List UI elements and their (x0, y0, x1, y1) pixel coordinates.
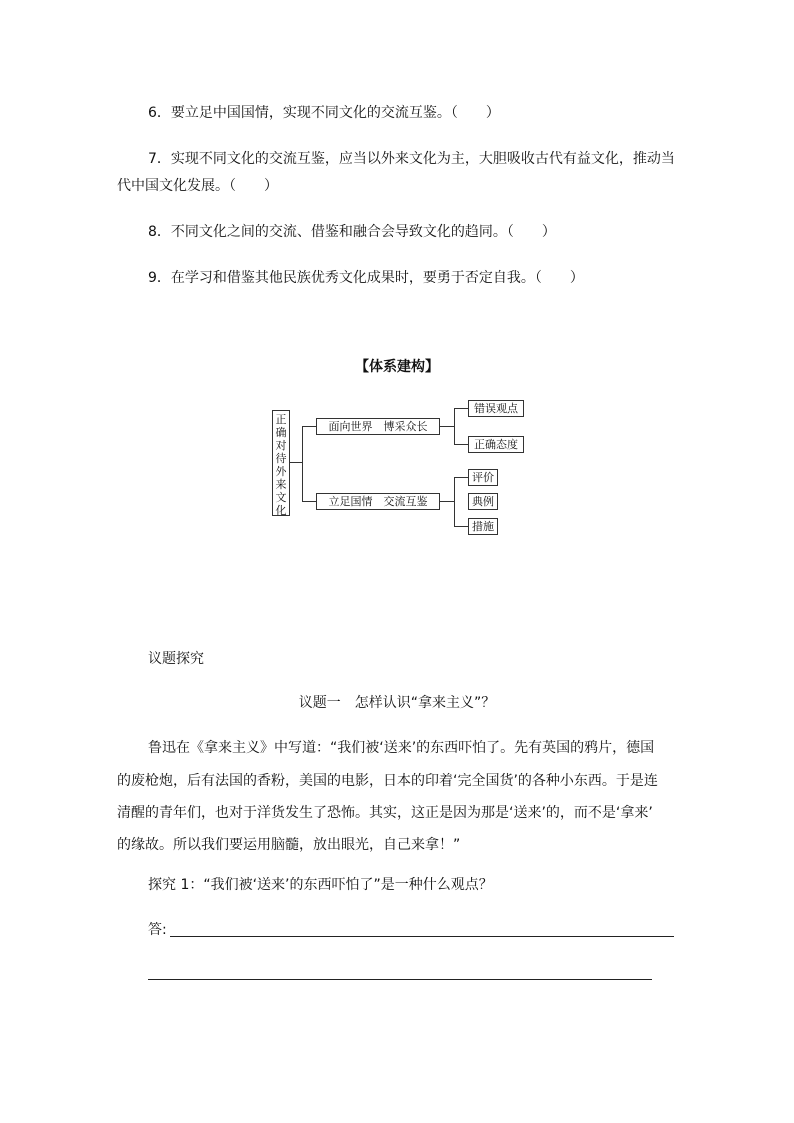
connector (454, 408, 455, 445)
diagram-leaf-measures: 措施 (468, 518, 498, 535)
diagram-root-char: 外 (275, 465, 287, 478)
connector (454, 526, 468, 527)
connector (454, 444, 468, 445)
diagram-root-char: 正 (275, 413, 287, 426)
diagram-leaf-example: 典例 (468, 493, 498, 510)
diagram-branch-1: 面向世界 博采众长 (316, 418, 440, 435)
section-title: 【体系建构】 (355, 359, 439, 375)
connector (440, 426, 454, 427)
answer-line-2[interactable] (148, 979, 652, 980)
diagram-leaf-evaluate: 评价 (468, 469, 498, 486)
diagram-root-char: 来 (275, 478, 287, 491)
passage-line-1: 鲁迅在《拿来主义》中写道：“我们被‘送来’的东西吓怕了。先有英国的鸦片，德国 (148, 740, 655, 756)
connector (454, 408, 468, 409)
passage-line-4: 的缘故。所以我们要运用脑髓，放出眼光，自己来拿！” (117, 837, 461, 853)
connector (454, 477, 468, 478)
diagram-root (272, 410, 290, 516)
topic-title: 议题一 怎样认识“拿来主义”？ (298, 695, 496, 711)
inquiry-1: 探究 1：“我们被‘送来’的东西吓怕了”是一种什么观点？ (148, 877, 493, 893)
question-9: 9．在学习和借鉴其他民族优秀文化成果时，要勇于否定自我。（ ） (148, 270, 584, 286)
answer-line-1[interactable] (170, 936, 674, 937)
diagram-root-char: 化 (275, 504, 287, 517)
diagram-branch-2: 立足国情 交流互鉴 (316, 493, 440, 510)
question-8: 8．不同文化之间的交流、借鉴和融合会导致文化的趋同。（ ） (148, 224, 556, 240)
question-7-line1: 7．实现不同文化的交流互鉴，应当以外来文化为主，大胆吸收古代有益文化，推动当 (148, 151, 675, 167)
connector (454, 477, 455, 526)
question-6: 6．要立足中国国情，实现不同文化的交流互鉴。（ ） (148, 105, 500, 121)
passage-line-2: 的废枪炮，后有法国的香粉，美国的电影，日本的印着‘完全国货’的各种小东西。于是连 (117, 773, 658, 789)
diagram-root-char: 对 (275, 439, 287, 452)
answer-label: 答: (148, 922, 167, 938)
topic-heading: 议题探究 (148, 651, 204, 667)
diagram-leaf-wrong-view: 错误观点 (468, 400, 524, 417)
diagram-root-char: 文 (275, 491, 287, 504)
question-7-line2: 代中国文化发展。（ ） (117, 178, 278, 194)
connector (302, 501, 316, 502)
connector (290, 462, 302, 463)
connector (302, 426, 303, 502)
connector (302, 426, 316, 427)
diagram-leaf-right-attitude: 正确态度 (468, 436, 524, 453)
diagram-root-char: 待 (275, 452, 287, 465)
connector (440, 501, 454, 502)
passage-line-3: 清醒的青年们，也对于洋货发生了恐怖。其实，这正是因为那是‘送来’的，而不是‘拿来’ (117, 805, 653, 821)
diagram-root-char: 确 (275, 426, 287, 439)
